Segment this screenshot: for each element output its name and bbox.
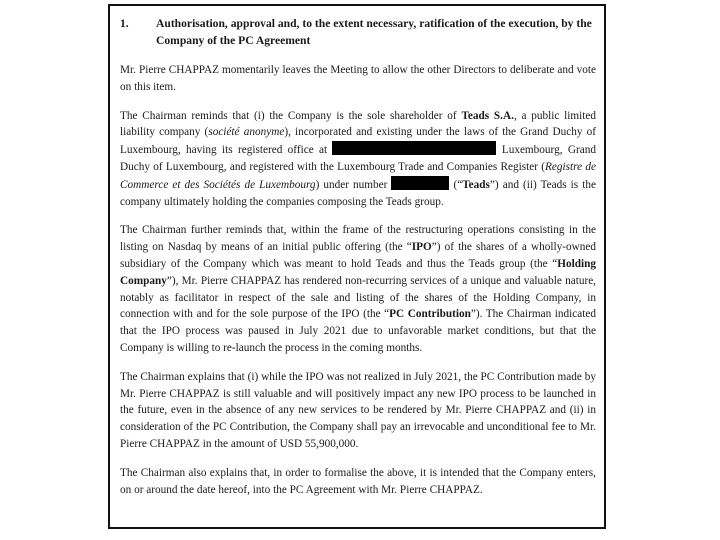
paragraph-teads-shareholder — [120, 108, 596, 211]
pc-contribution-defined-term: PC Contribution — [389, 308, 471, 321]
text-span: ) under number — [315, 178, 392, 191]
redacted-address — [332, 141, 496, 155]
registre-term: Registre de Commerce et des Sociétés de Luxembourg — [120, 160, 596, 191]
text-span: ”) and (ii) Teads is the company ultimately holding the companies composing the Teads group. — [120, 178, 596, 208]
ipo-defined-term: IPO — [411, 241, 432, 254]
holding-company-defined-term: Holding Company — [120, 257, 596, 287]
section-title: Authorisation, approval and, to the extent necessary, ratification of the execution, by the Company of the PC Agreement — [156, 17, 592, 47]
text-span: ), incorporated and existing under the laws of the Grand Duchy of Luxembourg, having its registered office at — [120, 126, 596, 157]
societe-anonyme-term: société anonyme — [208, 126, 285, 139]
paragraph-fee-explanation: The Chairman explains that (i) while the IPO was not realized in July 2021, the PC Contribution made by Mr. Pierre CHAPPAZ is still valuable and will positively impact any new IPO process to be launched in the future, even in the absence of any new services to be rendered by Mr. Pierre CHAPPAZ and (ii) in consideration of the PC Contribution, the Company shall pay an irrevocable and unconditional fee to Mr. Pierre CHAPPAZ in the amount of USD 55,900,000. — [120, 370, 596, 450]
text-span: Luxembourg, Grand Duchy of Luxembourg, and registered with the Luxembourg Trade and Companies Register ( — [120, 144, 596, 173]
paragraph-leave-meeting: Mr. Pierre CHAPPAZ momentarily leaves the Meeting to allow the other Directors to deliberate and vote on this item. — [120, 64, 596, 93]
redacted-register-number — [391, 176, 449, 190]
text-span: The Chairman further reminds that, within the frame of the restructuring operations consisting in the listing on Nasdaq by means of an initial public offering (the “ — [120, 224, 596, 254]
text-span: (“ — [449, 178, 463, 191]
teads-defined-term: Teads — [462, 178, 490, 191]
section-heading — [120, 15, 596, 49]
section-number: 1. — [120, 17, 129, 30]
text-span: ”), Mr. Pierre CHAPPAZ has rendered non-recurring services of a unique and valuable nature, notably as facilitator in respect of the sale and listing of the shares of the Holding Company, in connection with and for the sole purpose of the IPO (the “ — [120, 274, 596, 321]
text-span: , a public limited liability company ( — [120, 109, 597, 139]
document-page — [108, 4, 606, 529]
paragraph-pc-agreement: The Chairman also explains that, in order to formalise the above, it is intended that the Company enters, on or around the date hereof, into the PC Agreement with Mr. Pierre CHAPPAZ. — [120, 466, 596, 496]
paragraph-ipo-restructuring — [120, 222, 596, 356]
text-span: The Chairman reminds that (i) the Company is the sole shareholder of — [120, 109, 462, 122]
text-span: ”) of the shares of a wholly-owned subsidiary of the Company which was meant to hold Teads and thus the Teads group (the “ — [120, 241, 597, 270]
text-span: ”). The Chairman indicated that the IPO process was paused in July 2021 due to unfavorable market conditions, but that the Company is willing to re-launch the process in the coming months. — [120, 308, 596, 354]
teads-sa-name: Teads S.A. — [461, 109, 514, 122]
